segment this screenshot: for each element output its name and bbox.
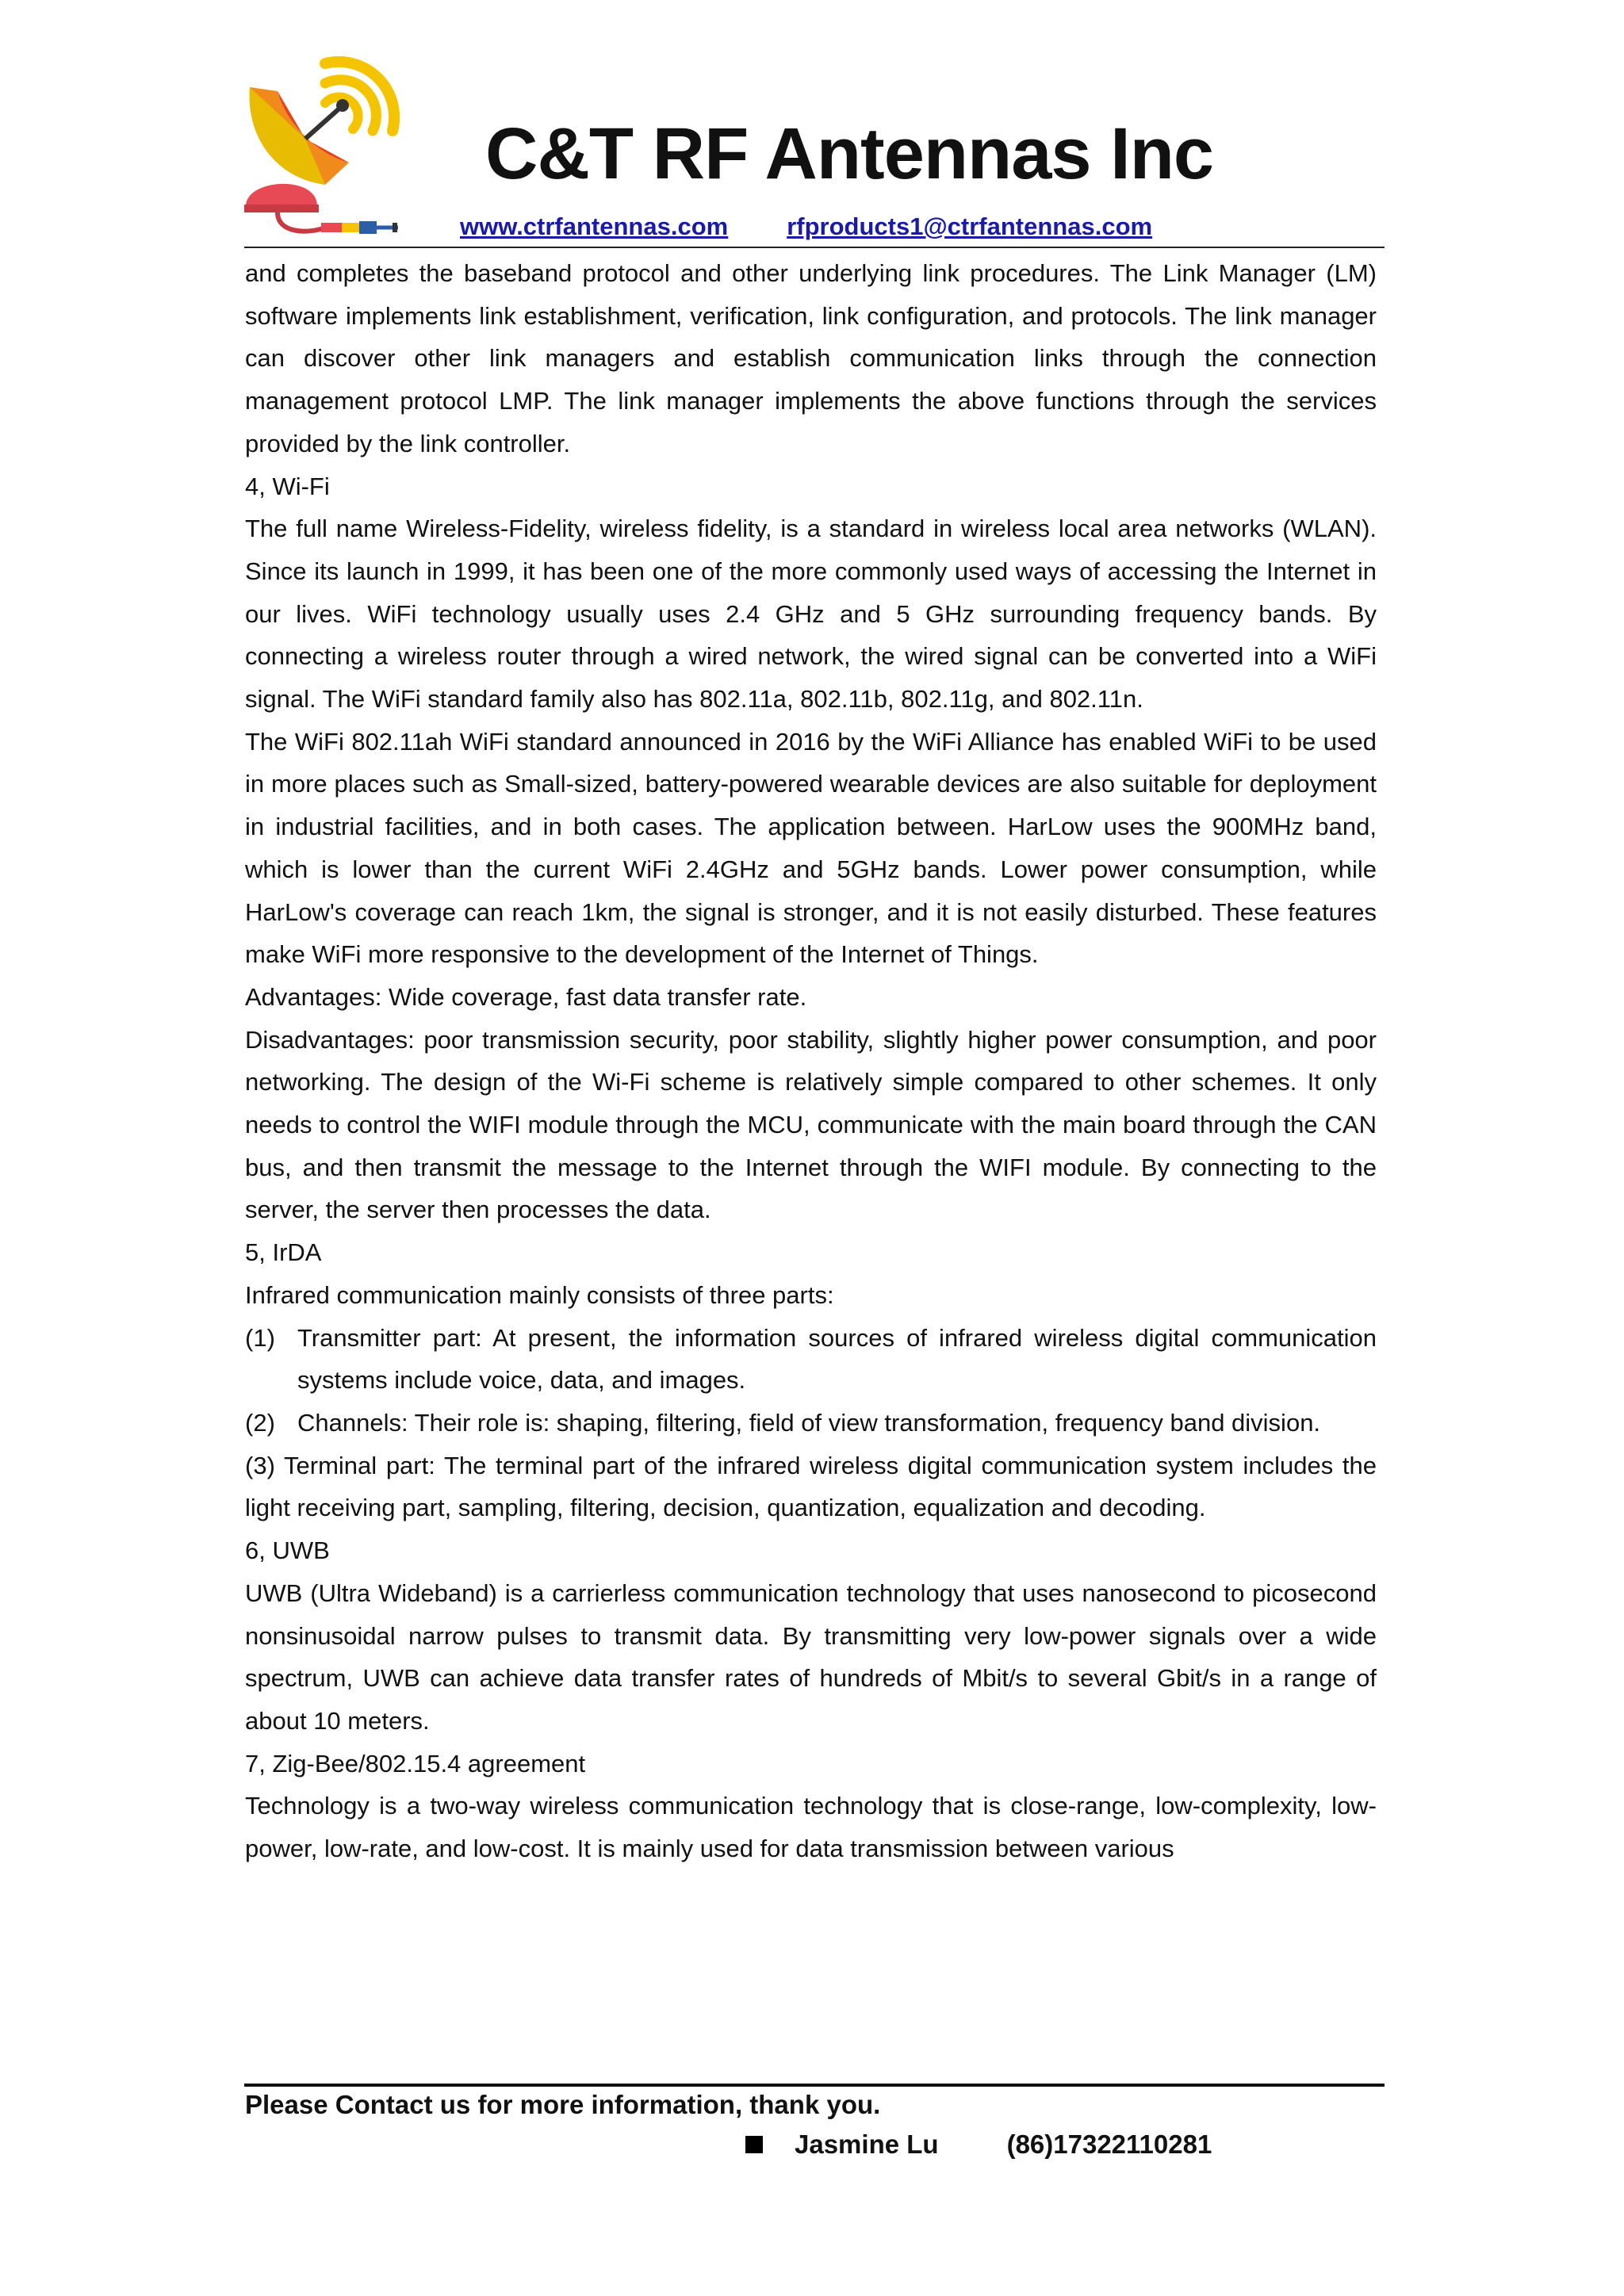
paragraph: (3) Terminal part: The terminal part of the infrared wireless digital communication system includes the light receiving part, sampling, filtering, decision, quantization, equalization and decoding. — [245, 1451, 1377, 1522]
footer-divider — [244, 2084, 1385, 2087]
satellite-dish-logo-icon — [230, 44, 412, 246]
section-heading-irda: 5, IrDA — [245, 1238, 322, 1267]
email-link[interactable]: rfproducts1@ctrfantennas.com — [787, 212, 1153, 240]
footer-note: Please Contact us for more information, thank you. — [245, 2090, 881, 2119]
paragraph: Infrared communication mainly consists of three parts: — [245, 1280, 834, 1309]
document-body — [245, 252, 1377, 1870]
paragraph: UWB (Ultra Wideband) is a carrierless communication technology that uses nanosecond to picosecond nonsinusoidal narrow pulses to transmit data. By transmitting very low-power signals over a wide spectrum, UWB can achieve data transfer rates of hundreds of Mbit/s to several Gbit/s in a range of about 10 meters. — [245, 1578, 1377, 1735]
section-heading-uwb: 6, UWB — [245, 1536, 330, 1565]
paragraph-advantages: Advantages: Wide coverage, fast data transfer rate. — [245, 982, 807, 1011]
paragraph: The full name Wireless-Fidelity, wireless fidelity, is a standard in wireless local area networks (WLAN). Since its launch in 1999, it has been one of the more commonly used ways of accessing the Internet in our lives. WiFi technology usually uses 2.4 GHz and 5 GHz surrounding frequency bands. By connecting a wireless router through a wired network, the wired signal can be converted into a WiFi signal. The WiFi standard family also has 802.11a, 802.11b, 802.11g, and 802.11n. — [245, 515, 1377, 714]
paragraph: Technology is a two-way wireless communication technology that is close-range, low-complexity, low-power, low-rate, and low-cost. It is mainly used for data transmission between various — [245, 1792, 1377, 1863]
square-bullet-icon — [745, 2136, 763, 2153]
list-item — [245, 1402, 1377, 1445]
header-divider — [244, 247, 1385, 248]
list-item-number: (2) — [245, 1408, 275, 1437]
list-item-text: Channels: Their role is: shaping, filtering, field of view transformation, frequency band division. — [297, 1408, 1321, 1437]
list-item-number: (1) — [245, 1323, 275, 1352]
website-link[interactable]: www.ctrfantennas.com — [460, 212, 729, 240]
header-links — [460, 212, 1152, 241]
section-heading-zigbee: 7, Zig-Bee/802.15.4 agreement — [245, 1749, 586, 1777]
company-name: C&T RF Antennas Inc — [485, 113, 1214, 194]
contact-name: Jasmine Lu — [795, 2130, 939, 2159]
footer-contact — [745, 2130, 1212, 2160]
list-item — [245, 1317, 1377, 1402]
paragraph-disadvantages: Disadvantages: poor transmission security, poor stability, slightly higher power consumption, and poor networking. The design of the Wi-Fi scheme is relatively simple compared to other schemes. It only needs to control the WIFI module through the MCU, communicate with the main board through the CAN bus, and then transmit the message to the Internet through the WIFI module. By connecting to the server, the server then processes the data. — [245, 1025, 1377, 1224]
contact-phone: (86)17322110281 — [1006, 2130, 1212, 2159]
section-heading-wifi: 4, Wi-Fi — [245, 472, 330, 500]
list-item-text: Transmitter part: At present, the information sources of infrared wireless digital communication systems include voice, data, and images. — [297, 1323, 1377, 1395]
paragraph: and completes the baseband protocol and other underlying link procedures. The Link Manager (LM) software implements link establishment, verification, link configuration, and protocols. The link manager can discover other link managers and establish communication links through the connection management protocol LMP. The link manager implements the above functions through the services provided by the link controller. — [245, 259, 1377, 457]
paragraph: The WiFi 802.11ah WiFi standard announced in 2016 by the WiFi Alliance has enabled WiFi to be used in more places such as Small-sized, battery-powered wearable devices are also suitable for deployment in industrial facilities, and in both cases. The application between. HarLow uses the 900MHz band, which is lower than the current WiFi 2.4GHz and 5GHz bands. Lower power consumption, while HarLow's coverage can reach 1km, the signal is stronger, and it is not easily disturbed. These features make WiFi more responsive to the development of the Internet of Things. — [245, 727, 1377, 969]
